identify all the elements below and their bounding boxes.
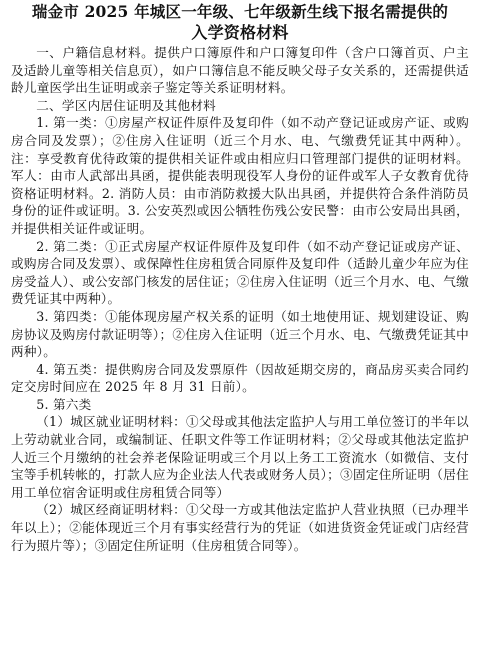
paragraph-business-proof: （2）城区经商证明材料：①父母一方或其他法定监护人营业执照（已办理半年以上）；②能体现近三个月有事实经营行为的凭证（如进货资金凭证或门店经营行为照片等）；③固定住所证明（住房租赁合同等）。 <box>11 502 469 553</box>
paragraph-employment-proof: （1）城区就业证明材料：①父母或其他法定监护人与用工单位签订的半年以上劳动就业合同，或编制证、任职文件等工作证明材料；②父母或其他法定监护人近三个月缴纳的社会养老保险证明或三个月以上务工工资流水（如微信、支付宝等手机转帐的，打款人应为企业法人代表或财务人员）；③固定住所证明（居住用工单位宿舍证明或住房租赁合同等） <box>11 414 469 500</box>
section-heading-residence: 二、学区内居住证明及其他材料 <box>36 97 216 113</box>
paragraph-household-registration: 一、户籍信息材料。提供户口簿原件和户口簿复印件（含户口簿首页、户主及适龄儿童等相关信息页），如户口簿信息不能反映父母子女关系的，还需提供适龄儿童医学出生证明或亲子鉴定等关系证明材料。 <box>11 45 469 96</box>
paragraph-category-2: 2. 第二类：①正式房屋产权证件原件及复印件（如不动产登记证或房产证、或购房合同及发票）、或保障性住房租赁合同原件及复印件（适龄儿童少年应为住房受益人）、或公安部门核发的居住证；②住房入住证明（近三个月水、电、气缴费凭证其中两种）。 <box>11 238 469 307</box>
document-body <box>11 44 469 554</box>
paragraph-category-5: 4. 第五类：提供购房合同及发票原件（因故延期交房的，商品房买卖合同约定交房时间应在 2025 年 8 月 31 日前）。 <box>11 361 469 395</box>
paragraph-category-1: 1. 第一类：①房屋产权证件原件及复印件（如不动产登记证或房产证、或购房合同及发票）；②住房入住证明（近三个月水、电、气缴费凭证其中两种）。注：享受教育优待政策的提供相关证件或由相应归口管理部门提供的证明材料。军人：由市人武部出具函，提供能表明现役军人身份的证件或军人子女教育优待资格证明材料。2. 消防人员：由市消防救援大队出具函，并提供符合条件消防员身份的证件或证明。3. 公安英烈或因公牺牲伤残公安民警：由市公安局出具函，并提供相关证件或证明。 <box>11 115 469 236</box>
title-line-2: 入学资格材料 <box>191 23 289 42</box>
paragraph-category-4: 3. 第四类：①能体现房屋产权关系的证明（如土地使用证、规划建设证、购房协议及购房付款证明等）；②住房入住证明（近三个月水、电、气缴费凭证其中两种）。 <box>11 308 469 360</box>
title-line-1: 瑞金市 2025 年城区一年级、七年级新生线下报名需提供的 <box>31 2 449 21</box>
document-title <box>11 1 469 43</box>
paragraph-category-6-heading: 5. 第六类 <box>36 396 92 412</box>
